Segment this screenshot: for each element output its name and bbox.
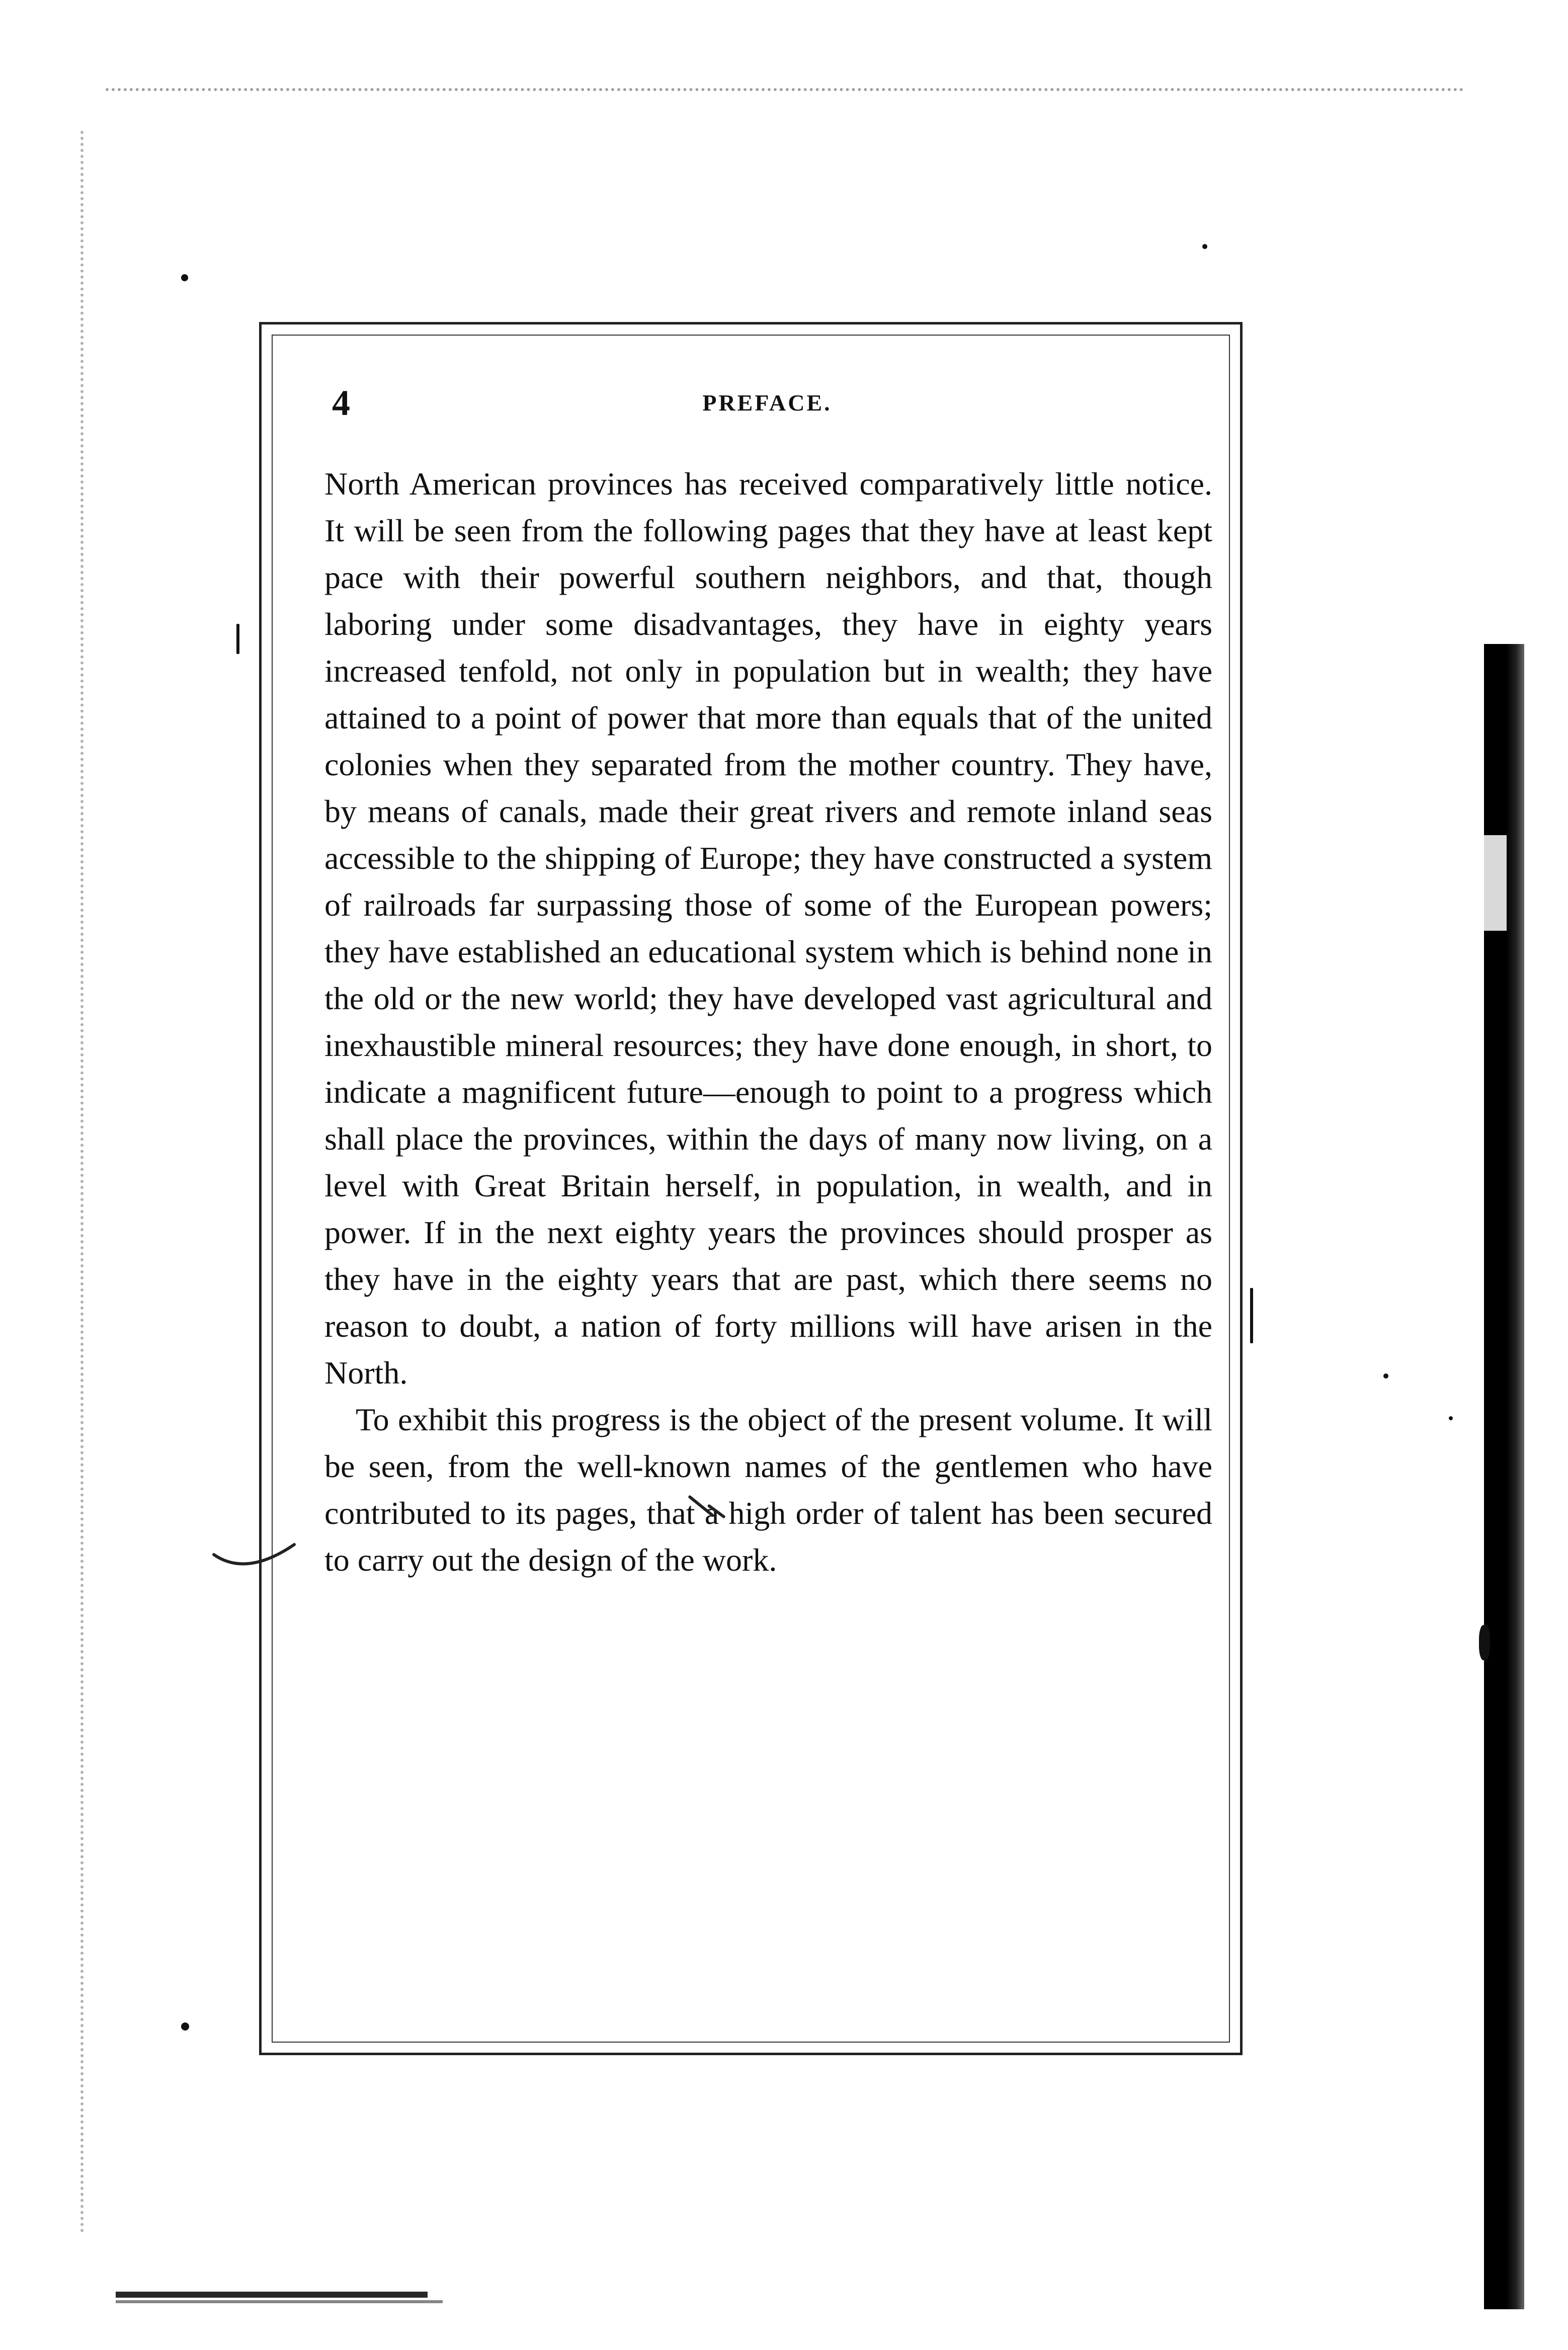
- scan-speck: [1202, 244, 1207, 249]
- body-text: [324, 460, 1212, 1583]
- scan-speck: [1383, 1373, 1388, 1379]
- scan-speck: [1449, 1416, 1453, 1420]
- scan-edge-bottom: [116, 2292, 428, 2298]
- scan-right-edge-gap: [1476, 835, 1507, 931]
- scan-speck: [1479, 1625, 1490, 1660]
- page-number: 4: [332, 383, 350, 423]
- scan-speck: [236, 624, 239, 654]
- paragraph: North American provinces has received comparatively little notice. It will be seen from the following pages that they have at least kept pace with their powerful southern neighbors, and that, though laboring under some disadvantages, they have in eighty years increased tenfold, not only in population but in wealth; they have attained to a point of power that more than equals that of the united colonies when they separated from the mother country. They have, by means of canals, made their great rivers and remote inland seas accessible to the shipping of Europe; they have constructed a system of railroads far surpassing those of some of the European powers; they have established an educational system which is behind none in the old or the new world; they have developed vast agricultural and inexhaustible mineral resources; they have done enough, in short, to indicate a magnificent future—enough to point to a progress which shall place the provinces, within the days of many now living, on a level with Great Britain herself, in population, in wealth, and in power. If in the next eighty years the provinces should prosper as they have in the eighty years that are past, which there seems no reason to doubt, a nation of forty millions will have arisen in the North.: [324, 466, 1212, 1391]
- scan-edge-bottom-shadow: [116, 2300, 443, 2303]
- scan-edge-left: [80, 131, 99, 2234]
- scan-edge-top: [106, 88, 1464, 111]
- running-head-title: PREFACE.: [702, 390, 832, 416]
- scan-speck: [181, 274, 188, 281]
- paragraph: To exhibit this progress is the object of the present volume. It will be seen, from the well-known names of the gentlemen who have contributed to its pages, that a high order of talent has been secured to carry out the design of the work.: [324, 1402, 1212, 1578]
- scan-speck: [1250, 1288, 1253, 1343]
- pencil-mark-icon: [211, 1539, 297, 1580]
- running-head: [332, 382, 1202, 428]
- scan-speck: [181, 2022, 189, 2031]
